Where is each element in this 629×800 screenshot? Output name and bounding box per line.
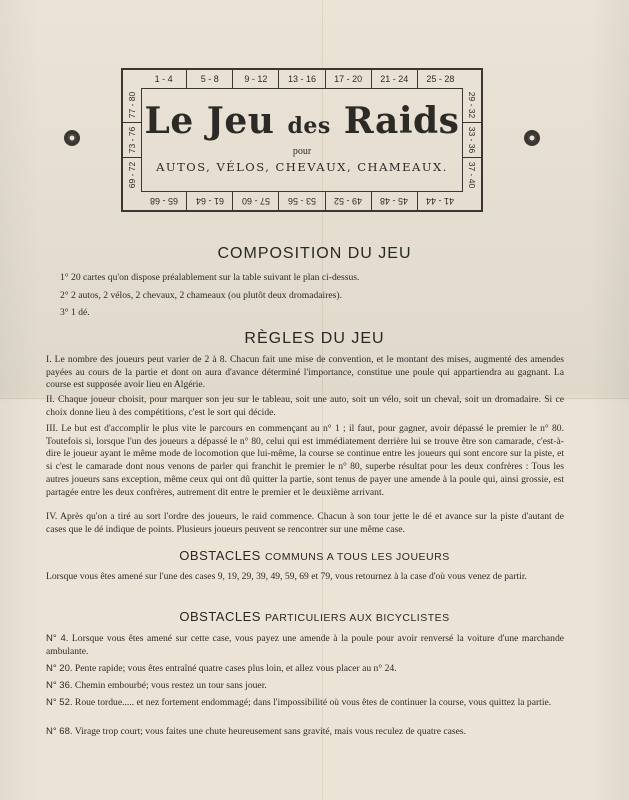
board-cell: 57 - 60	[232, 192, 278, 210]
composition-item: 3° 1 dé.	[60, 307, 90, 318]
obstacle-item: N° 36. Chemin embourbé; vous restez un tour sans jouer.	[46, 680, 267, 691]
composition-item: 1° 20 cartes qu'on dispose préalablement sur la table suivant le plan ci-dessus.	[60, 272, 360, 283]
obstacle-item: N° 68. Virage trop court; vous faites une chute heureusement sans gravité, mais vous reculez de quatre cases.	[46, 726, 467, 737]
regle-paragraph: IV. Après qu'on a tiré au sort l'ordre des joueurs, le raid commence. Chacun à son tour jette le dé et avance sur la piste d'autant de cases que le dé indique de points. Plusieurs joueurs peuvent se rencontrer sur une même case.	[46, 511, 564, 535]
regles-heading: RÈGLES DU JEU	[244, 330, 385, 347]
obstacles-communs-heading: OBSTACLES COMMUNS A TOUS LES JOUEURS	[179, 548, 450, 563]
game-title: Le Jeu des Raids	[144, 100, 460, 142]
board-cell: 49 - 52	[325, 192, 371, 210]
board-cell: 61 - 64	[186, 192, 232, 210]
board-bottom-row	[141, 192, 463, 210]
title-pour: pour	[292, 146, 312, 157]
ornament-left-icon	[64, 130, 80, 146]
board-cell: 29 - 32	[467, 91, 477, 119]
board-cell: 69 - 72	[123, 157, 141, 192]
board-cell: 77 - 80	[127, 91, 137, 119]
board-top-row	[141, 70, 463, 88]
board-cell: 1 - 4	[154, 74, 173, 84]
board-cell: 73 - 76	[123, 122, 141, 157]
board-cell: 17 - 20	[325, 70, 371, 88]
board-cell: 37 - 40	[463, 157, 481, 192]
regle-paragraph: II. Chaque joueur choisit, pour marquer son jeu sur le tableau, soit une auto, soit un vélo, soit un cheval, soit un dromadaire. Si ce choix donne lieu à des compétitions, c'est le sort qui décide.	[46, 394, 564, 418]
obstacle-item: N° 20. Pente rapide; vous êtes entraîné quatre cases plus loin, et allez vous placer au n° 24.	[46, 663, 397, 674]
composition-heading: COMPOSITION DU JEU	[217, 245, 412, 262]
board-cell: 65 - 68	[149, 196, 178, 206]
ornament-right-icon	[524, 130, 540, 146]
board-cell: 9 - 12	[232, 70, 278, 88]
regle-paragraph: I. Le nombre des joueurs peut varier de 2 à 8. Chacun fait une mise de convention, et le montant des mises, augmenté des amendes payées au cours de la partie et dont on aura d'avance déterminé l'importance, constitue une poule qui appartiendra au gagnant. La course est supposée avoir lieu en Algérie.	[46, 354, 564, 391]
composition-item: 2° 2 autos, 2 vélos, 2 chevaux, 2 chameaux (ou plutôt deux dromadaires).	[60, 290, 342, 301]
board-cell: 33 - 36	[463, 122, 481, 157]
obstacle-item: N° 52. Roue tordue..... et nez fortement endommagé; dans l'impossibilité où vous êtes de continuer la course, vous quittez la partie.	[46, 697, 552, 708]
board-cell: 5 - 8	[186, 70, 232, 88]
board-cell: 25 - 28	[417, 70, 463, 88]
game-board	[121, 68, 483, 212]
board-cell: 41 - 44	[417, 192, 463, 210]
obstacles-communs-text: Lorsque vous êtes amené sur l'une des cases 9, 19, 29, 39, 49, 59, 69 et 79, vous retournez à la case d'où vous venez de partir.	[46, 571, 527, 582]
board-cell: 21 - 24	[371, 70, 417, 88]
board-cell: 53 - 56	[278, 192, 324, 210]
obstacles-particuliers-heading: OBSTACLES PARTICULIERS AUX BICYCLISTES	[179, 609, 450, 624]
game-subtitle: AUTOS, VÉLOS, CHEVAUX, CHAMEAUX.	[156, 160, 448, 174]
obstacle-item: N° 4. Lorsque vous êtes amené sur cette case, vous payez une amende à la poule pour avoir renversé la voiture d'une marchande ambulante.	[46, 633, 564, 657]
board-cell: 45 - 48	[371, 192, 417, 210]
regle-paragraph: III. Le but est d'accomplir le plus vite le parcours en commençant au n° 1 ; il faut, pour gagner, avoir dépassé le premier le n° 80. Toutefois si, lorsque l'un des joueurs a dépassé le n° 80, celui qui est immédiatement derrière lui se trouve être son camarade, c'est-à-dire le joueur ayant le même mode de locomotion que lui-même, la course se continue entre les joueurs qui sont encore sur la piste, et si c'est le camarade dont nous venons de parler qui franchit le premier le n° 80, superbe résultat pour les deux confrères : Tous les autres joueurs sans exception, même ceux qui ont dû quitter la partie, sont tenus de payer une amende à la poule qui, ainsi grossie, est partagée entre les deux confrères, autrement dit entre le premier et le deuxième arrivant.	[46, 423, 564, 498]
board-cell: 13 - 16	[278, 70, 324, 88]
